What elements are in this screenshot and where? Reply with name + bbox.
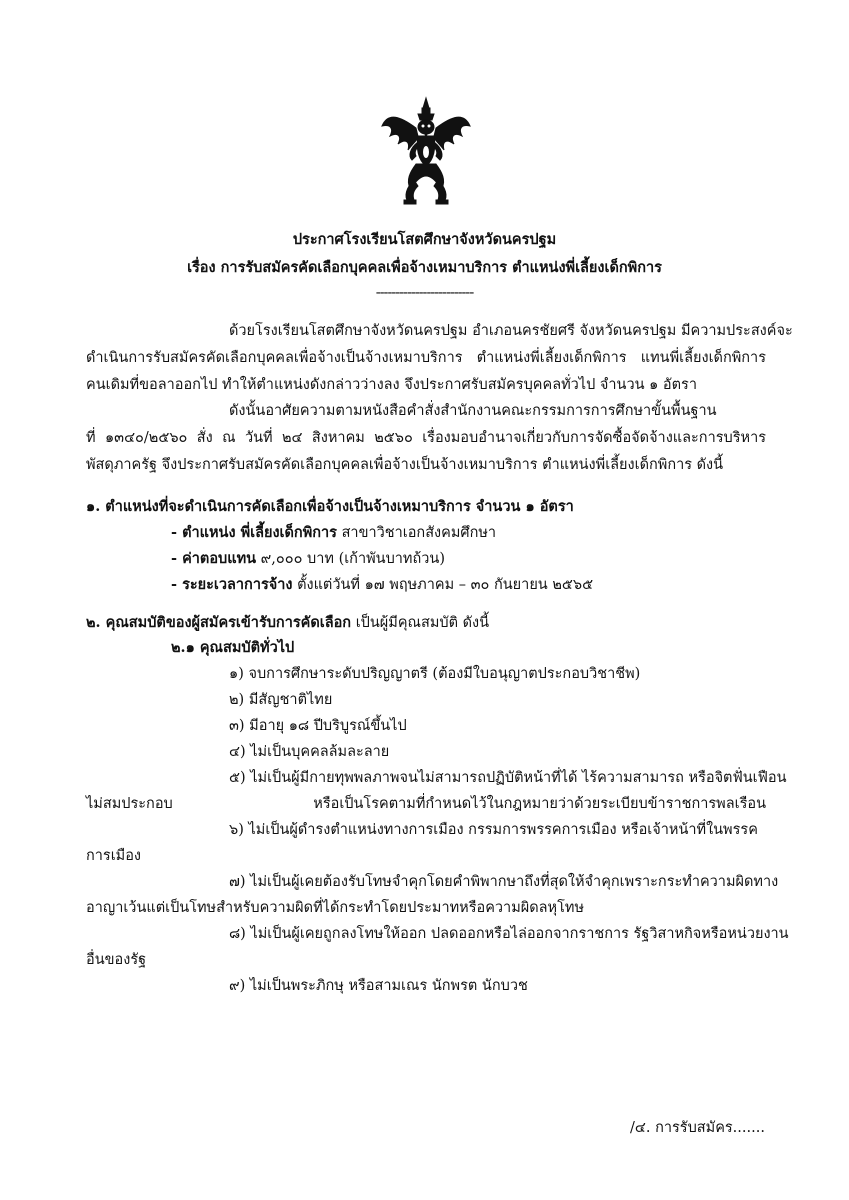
qualification-item: ๓) มีอายุ ๑๘ ปีบริบูรณ์ขึ้นไป bbox=[229, 718, 407, 734]
section2-sub-heading: ๒.๑ คุณสมบัติทั่วไป bbox=[171, 639, 295, 656]
intro-p1-line2: ดำเนินการรับสมัครคัดเลือกบุคคลเพื่อจ้างเป็นจ้างเหมาบริการ ตำแหน่งพี่เลี้ยงเด็กพิการ แทนพี่เลี้ยงเด็กพิการ bbox=[86, 350, 766, 366]
qualification-item-cont: อื่นของรัฐ bbox=[86, 952, 147, 968]
qualification-item: ๖) ไม่เป็นผู้ดำรงตำแหน่งทางการเมือง กรรมการพรรคการเมือง หรือเจ้าหน้าที่ในพรรค bbox=[229, 822, 758, 838]
intro-p2-line2: ที่ ๑๓๔๐/๒๕๖๐ สั่ง ณ วันที่ ๒๔ สิงหาคม ๒๕๖๐ เรื่องมอบอำนาจเกี่ยวกับการจัดซื้อจัดจ้างและการบริหาร bbox=[86, 430, 766, 446]
garuda-emblem-icon bbox=[380, 96, 472, 206]
title-rule: ------------------------- bbox=[375, 285, 474, 301]
section1-item-period: - ระยะเวลาการจ้าง ตั้งแต่วันที่ ๑๗ พฤษภาคม – ๓๐ กันยายน ๒๕๖๕ bbox=[171, 576, 594, 593]
section1-item-position: - ตำแหน่ง พี่เลี้ยงเด็กพิการ สาขาวิชาเอกสังคมศึกษา bbox=[171, 524, 497, 541]
qualification-item-cont: การเมือง bbox=[86, 848, 142, 864]
qualification-item: ๗) ไม่เป็นผู้เคยต้องรับโทษจำคุกโดยคำพิพากษาถึงที่สุดให้จำคุกเพราะกระทำความผิดทาง bbox=[229, 874, 779, 890]
section1-heading: ๑. ตำแหน่งที่จะดำเนินการคัดเลือกเพื่อจ้างเป็นจ้างเหมาบริการ จำนวน ๑ อัตรา bbox=[86, 498, 574, 515]
qualification-item: ๒) มีสัญชาติไทย bbox=[229, 692, 333, 708]
announcement-subject: เรื่อง การรับสมัครคัดเลือกบุคคลเพื่อจ้างเหมาบริการ ตำแหน่งพี่เลี้ยงเด็กพิการ bbox=[187, 259, 662, 276]
qualification-item: ๕) ไม่เป็นผู้มีกายทุพพลภาพจนไม่สามารถปฏิบัติหน้าที่ได้ ไร้ความสามารถ หรือจิตฟั่นเฟือน bbox=[229, 770, 787, 786]
intro-p1-line3: คนเดิมที่ขอลาออกไป ทำให้ตำแหน่งดังกล่าวว่างลง จึงประกาศรับสมัครบุคคลทั่วไป จำนวน ๑ อัตรา bbox=[86, 377, 697, 393]
intro-p2-line1: ดังนั้นอาศัยความตามหนังสือคำสั่งสำนักงานคณะกรรมการการศึกษาขั้นพื้นฐาน bbox=[229, 403, 717, 419]
qualification-item: ๔) ไม่เป็นบุคคลล้มละลาย bbox=[229, 744, 390, 760]
qualification-item: ๘) ไม่เป็นผู้เคยถูกลงโทษให้ออก ปลดออกหรือไล่ออกจากราชการ รัฐวิสาหกิจหรือหน่วยงาน bbox=[229, 926, 789, 942]
qualification-item: ๑) จบการศึกษาระดับปริญญาตรี (ต้องมีใบอนุญาตประกอบวิชาชีพ) bbox=[229, 666, 641, 682]
qualification-item-cont: อาญาเว้นแต่เป็นโทษสำหรับความผิดที่ได้กระทำโดยประมาทหรือความผิดลหุโทษ bbox=[86, 900, 585, 916]
page-continuation-note: /๔. การรับสมัคร....... bbox=[630, 1120, 765, 1136]
qualification-item: ๙) ไม่เป็นพระภิกษุ หรือสามเณร นักพรต นักบวช bbox=[229, 978, 528, 994]
intro-p2-line3: พัสดุภาครัฐ จึงประกาศรับสมัครคัดเลือกบุคคลเพื่อจ้างเป็นจ้างเหมาบริการ ตำแหน่งพี่เลี้ยงเด็กพิการ ดังนี้ bbox=[86, 457, 724, 473]
announcement-title: ประกาศโรงเรียนโสตศึกษาจังหวัดนครปฐม bbox=[292, 231, 557, 248]
section1-item-pay: - ค่าตอบแทน ๙,๐๐๐ บาท (เก้าพันบาทถ้วน) bbox=[171, 550, 445, 567]
qualification-item-cont: ไม่สมประกอบ หรือเป็นโรคตามที่กำหนดไว้ในกฎหมายว่าด้วยระเบียบข้าราชการพลเรือน bbox=[86, 796, 766, 812]
intro-p1-line1: ด้วยโรงเรียนโสตศึกษาจังหวัดนครปฐม อำเภอนครชัยศรี จังหวัดนครปฐม มีความประสงค์จะ bbox=[229, 323, 793, 339]
section2-heading: ๒. คุณสมบัติของผู้สมัครเข้ารับการคัดเลือก เป็นผู้มีคุณสมบัติ ดังนี้ bbox=[86, 614, 490, 631]
